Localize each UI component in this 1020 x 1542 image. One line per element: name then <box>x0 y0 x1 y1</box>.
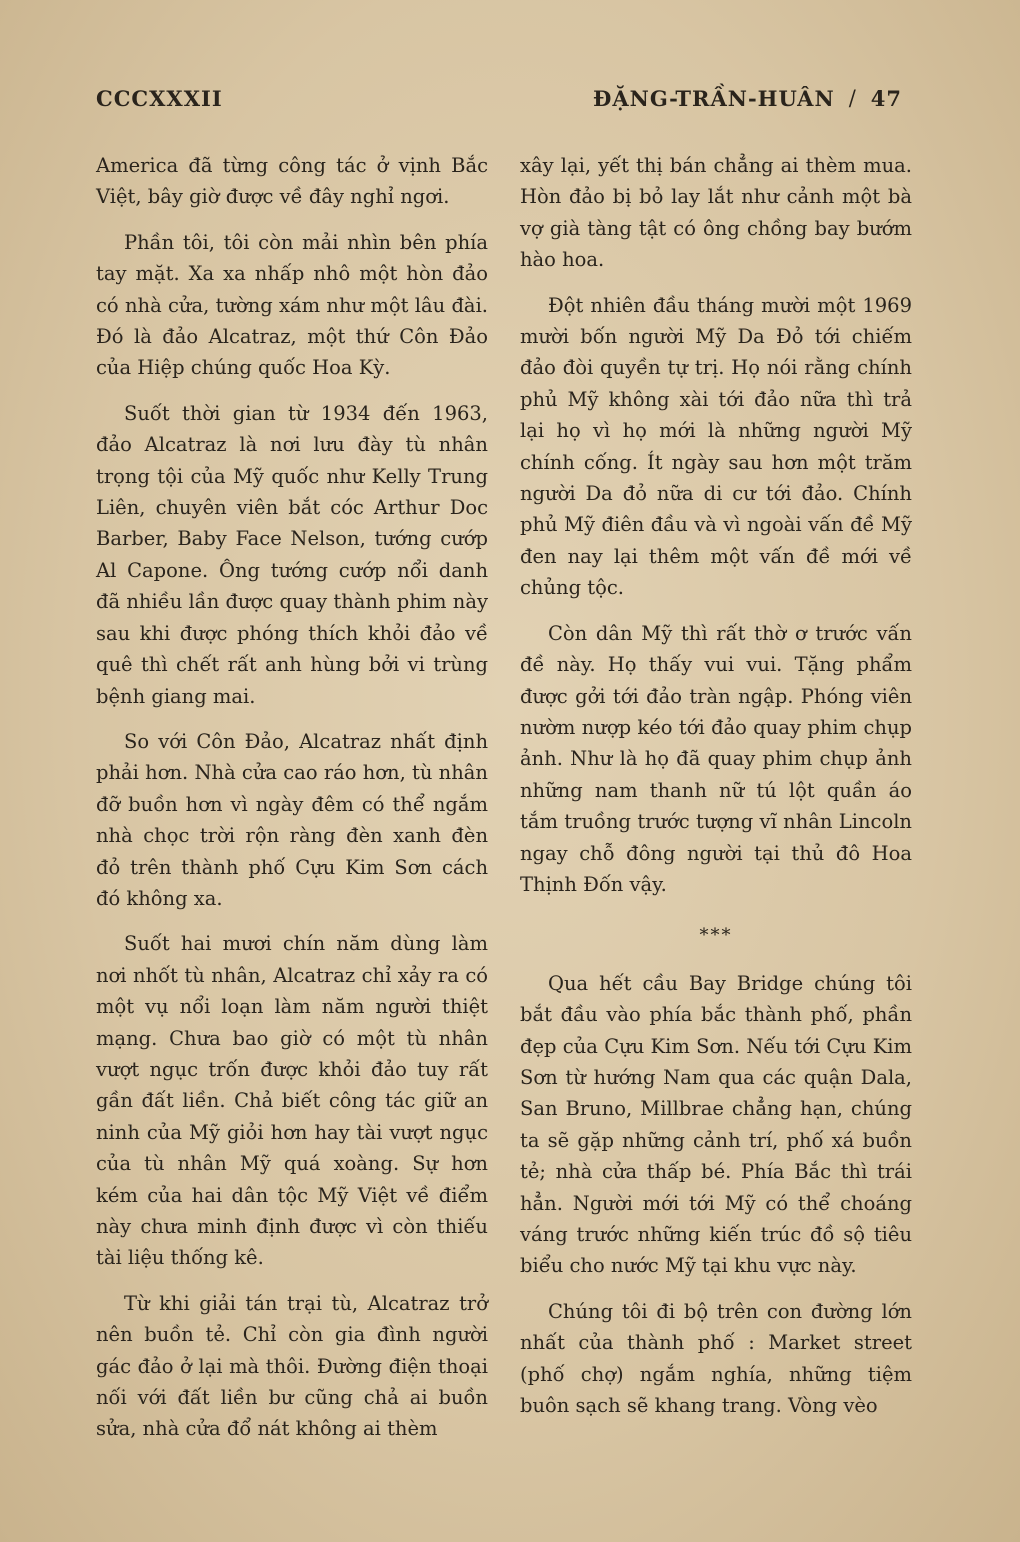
paragraph: Chúng tôi đi bộ trên con đường lớn nhất của thành phố : Market street (phố chợ) ngắm nghía, những tiệm buôn sạch sẽ khang trang. Vòng vèo <box>520 1299 912 1418</box>
section-break-ornament: ⁎⁎⁎ <box>699 919 733 941</box>
paragraph: America đã từng công tác ở vịnh Bắc Việt, bây giờ được về đây nghỉ ngơi. <box>96 154 488 209</box>
paragraph: So với Côn Đảo, Alcatraz nhất định phải hơn. Nhà cửa cao ráo hơn, tù nhân đỡ buồn hơn vì ngày đêm có thể ngắm nhà chọc trời rộn ràng đèn xanh đèn đỏ trên thành phố Cựu Kim Sơn cách đó không xa. <box>96 729 488 910</box>
paragraph: Phần tôi, tôi còn mải nhìn bên phía tay mặt. Xa xa nhấp nhô một hòn đảo có nhà cửa, tường xám như một lâu đài. Đó là đảo Alcatraz, một thứ Côn Đảo của Hiệp chúng quốc Hoa Kỳ. <box>96 230 488 380</box>
paragraph: Suốt hai mươi chín năm dùng làm nơi nhốt tù nhân, Alcatraz chỉ xảy ra có một vụ nổi loạn làm năm người thiệt mạng. Chưa bao giờ có một tù nhân vượt ngục trốn được khỏi đảo tuy rất gần đất liền. Chả biết công tác giữ an ninh của Mỹ giỏi hơn hay tài vượt ngục của tù nhân Mỹ quá xoàng. Sự hơn kém của hai dân tộc Mỹ Việt về điểm này chưa minh định được vì còn thiếu tài liệu thống kê. <box>96 932 488 1270</box>
header-separator: / <box>848 86 857 110</box>
paragraph: Qua hết cầu Bay Bridge chúng tôi bắt đầu vào phía bắc thành phố, phần đẹp của Cựu Kim Sơn. Nếu tới Cựu Kim Sơn từ hướng Nam qua các quận Dala, San Bruno, Millbrae chẳng hạn, chúng ta sẽ gặp những cảnh trí, phố xá buồn tẻ; nhà cửa thấp bé. Phía Bắc thì trái hẳn. Người mới tới Mỹ có thể choáng váng trước những kiến trúc đồ sộ tiêu biểu cho nước Mỹ tại khu vực này. <box>520 971 912 1278</box>
paragraph: Đột nhiên đầu tháng mười một 1969 mười bốn người Mỹ Da Đỏ tới chiếm đảo đòi quyền tự trị. Họ nói rằng chính phủ Mỹ không xài tới đảo nữa thì trả lại họ vì họ mới là những người Mỹ chính cống. Ít ngày sau hơn một trăm người Da đỏ nữa di cư tới đảo. Chính phủ Mỹ điên đầu và vì ngoài vấn đề Mỹ đen nay lại thêm một vấn đề mới về chủng tộc. <box>520 293 912 600</box>
paragraph: xây lại, yết thị bán chẳng ai thèm mua. Hòn đảo bị bỏ lay lắt như cảnh một bà vợ già tàng tật có ông chồng bay bướm hào hoa. <box>520 154 912 272</box>
paragraph: Suốt thời gian từ 1934 đến 1963, đảo Alcatraz là nơi lưu đày tù nhân trọng tội của Mỹ quốc như Kelly Trung Liên, chuyên viên bắt cóc Arthur Doc Barber, Baby Face Nelson, tướng cướp Al Capone. Ông tướng cướp nổi danh đã nhiều lần được quay thành phim này sau khi được phóng thích khỏi đảo về quê thì chết rất anh hùng bởi vi trùng bệnh giang mai. <box>96 401 488 708</box>
left-column <box>96 150 488 1459</box>
author-name: ĐẶNG-TRẦN-HUÂN <box>592 85 835 111</box>
running-header <box>96 78 902 118</box>
running-head-numeral: CCCXXXII <box>96 85 223 111</box>
page-number: 47 <box>870 85 902 111</box>
text-columns <box>96 150 914 1440</box>
paragraph: Còn dân Mỹ thì rất thờ ơ trước vấn đề này. Họ thấy vui vui. Tặng phẩm được gởi tới đảo tràn ngập. Phóng viên nườm nượp kéo tới đảo quay phim chụp ảnh. Như là họ đã quay phim chụp ảnh những nam thanh nữ tú lột quần áo tắm truồng trước tượng vĩ nhân Lincoln ngay chỗ đông người tại thủ đô Hoa Thịnh Đốn vậy. <box>520 621 912 896</box>
paragraph: Từ khi giải tán trại tù, Alcatraz trở nên buồn tẻ. Chỉ còn gia đình người gác đảo ở lại mà thôi. Đường điện thoại nối với đất liền bư cũng chả ai buồn sửa, nhà cửa đổ nát không ai thèm <box>96 1291 488 1441</box>
running-head-author-page <box>593 86 902 111</box>
right-column <box>520 150 912 1435</box>
